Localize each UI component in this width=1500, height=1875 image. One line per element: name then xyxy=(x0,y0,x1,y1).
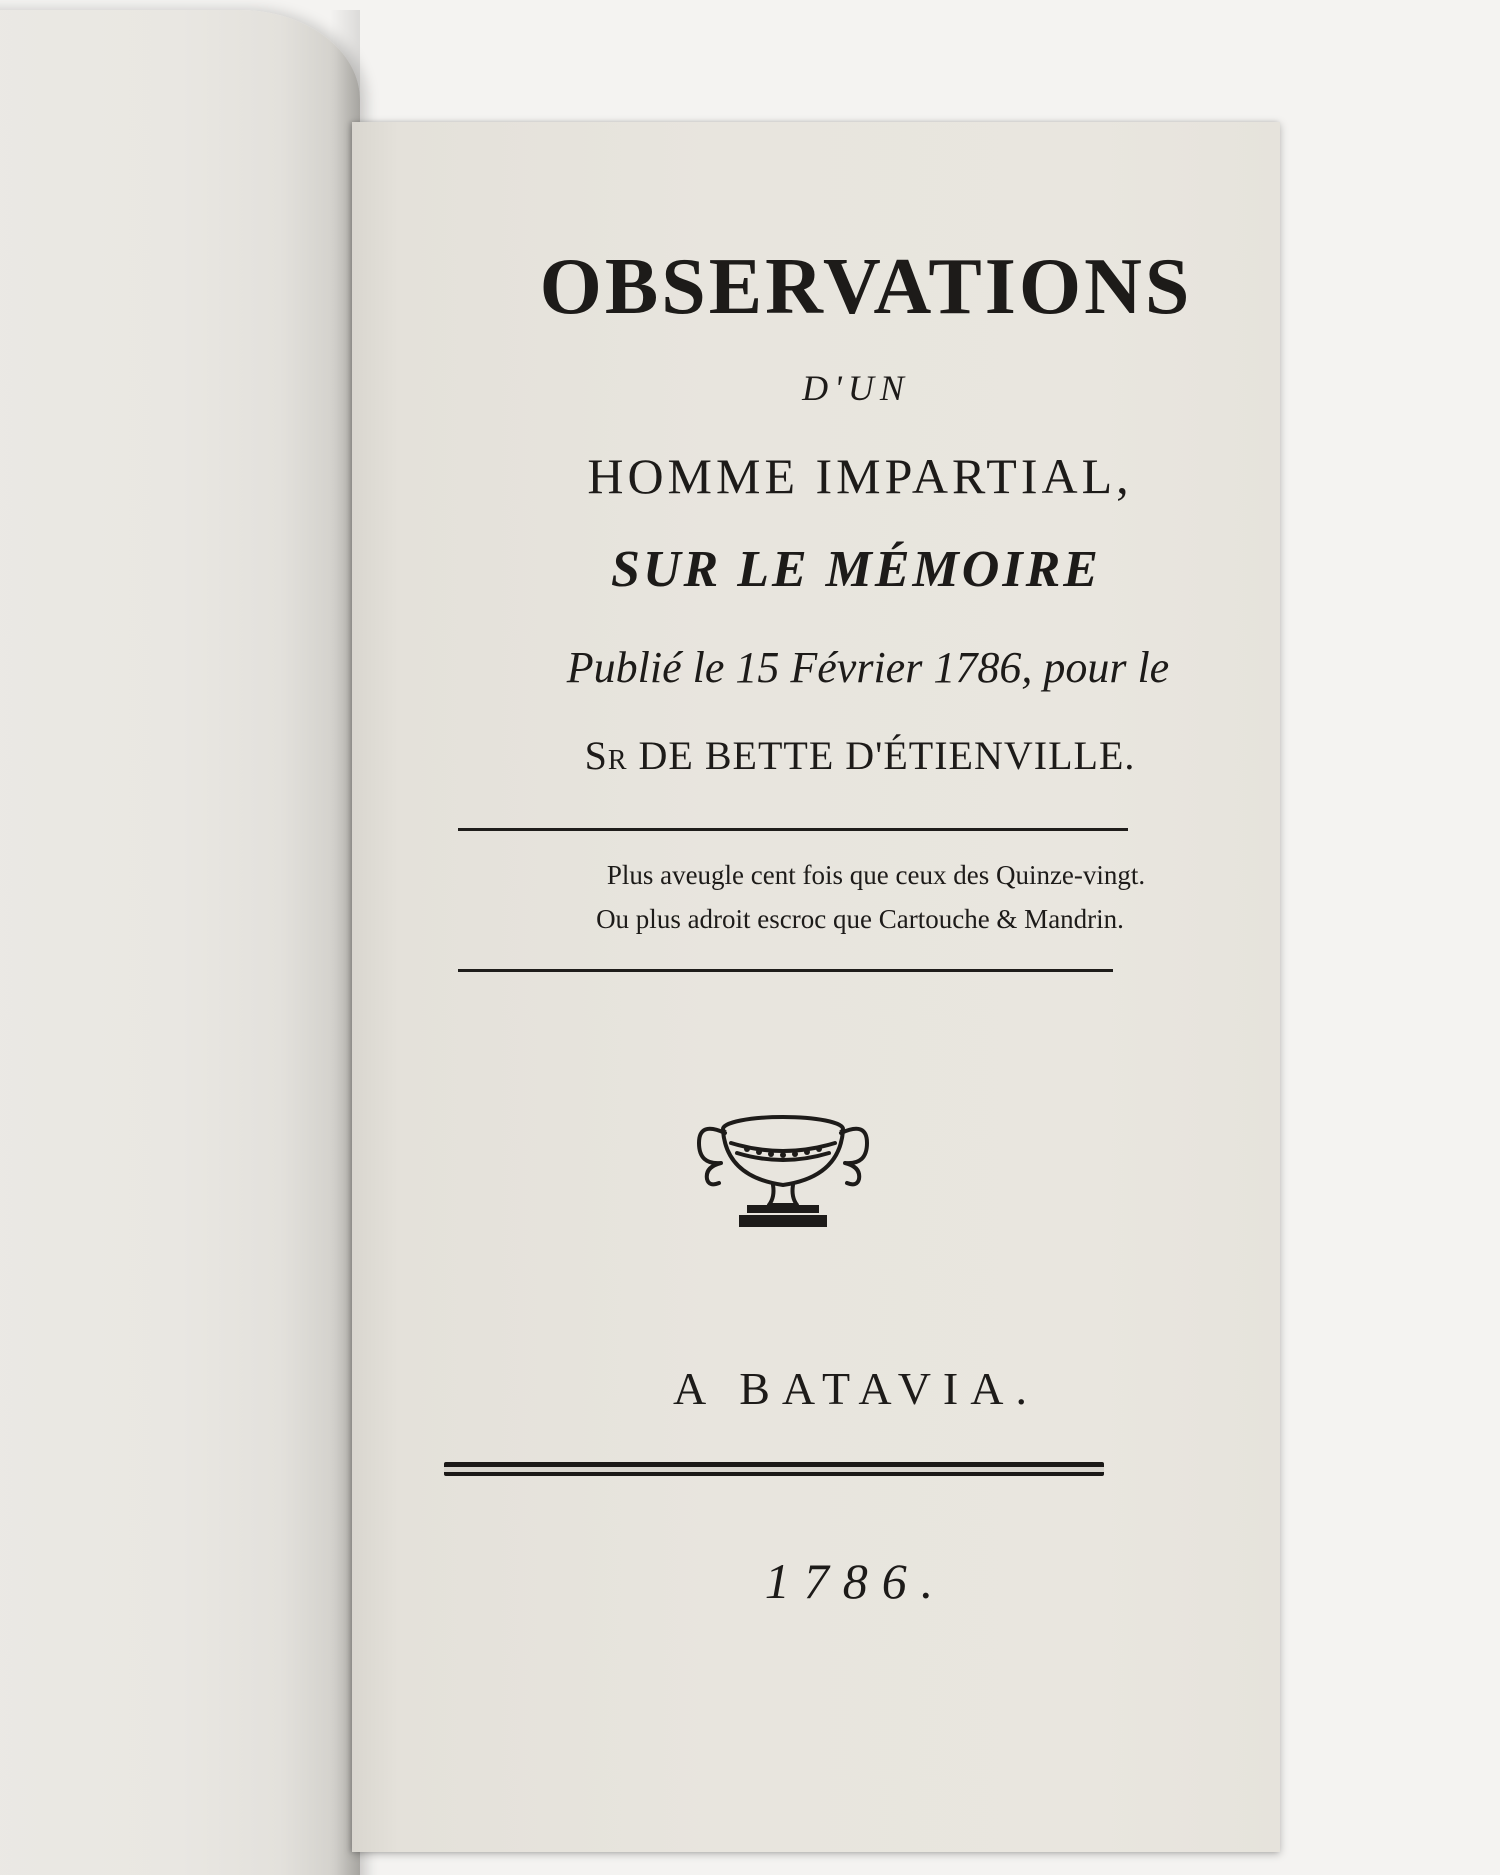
subtitle-homme-impartial: HOMME IMPARTIAL, xyxy=(587,448,1133,504)
subtitle-sur-le-memoire: SUR LE MÉMOIRE xyxy=(611,541,1101,598)
author-name: DE BETTE D'ÉTIENVILLE. xyxy=(627,733,1136,778)
double-rule xyxy=(444,1462,1104,1476)
publication-line: Publié le 15 Février 1786, pour le xyxy=(566,643,1170,692)
imprint-place: A BATAVIA. xyxy=(673,1363,1039,1414)
title-page xyxy=(352,122,1280,1852)
bottom-rule xyxy=(458,969,1113,972)
urn-ornament-icon xyxy=(693,1107,873,1232)
title: OBSERVATIONS xyxy=(539,243,1193,331)
author-prefix: Sr xyxy=(584,733,628,778)
imprint-year: 1786. xyxy=(764,1553,948,1609)
epigraph-line-2: Ou plus adroit escroc que Cartouche & Mandrin. xyxy=(596,904,1124,934)
subtitle-dun: D'UN xyxy=(802,368,910,408)
left-page xyxy=(0,10,360,1875)
author-line xyxy=(396,732,1324,779)
epigraph-line-1: Plus aveugle cent fois que ceux des Quinze-vingt. xyxy=(606,860,1146,890)
top-rule xyxy=(458,828,1128,831)
